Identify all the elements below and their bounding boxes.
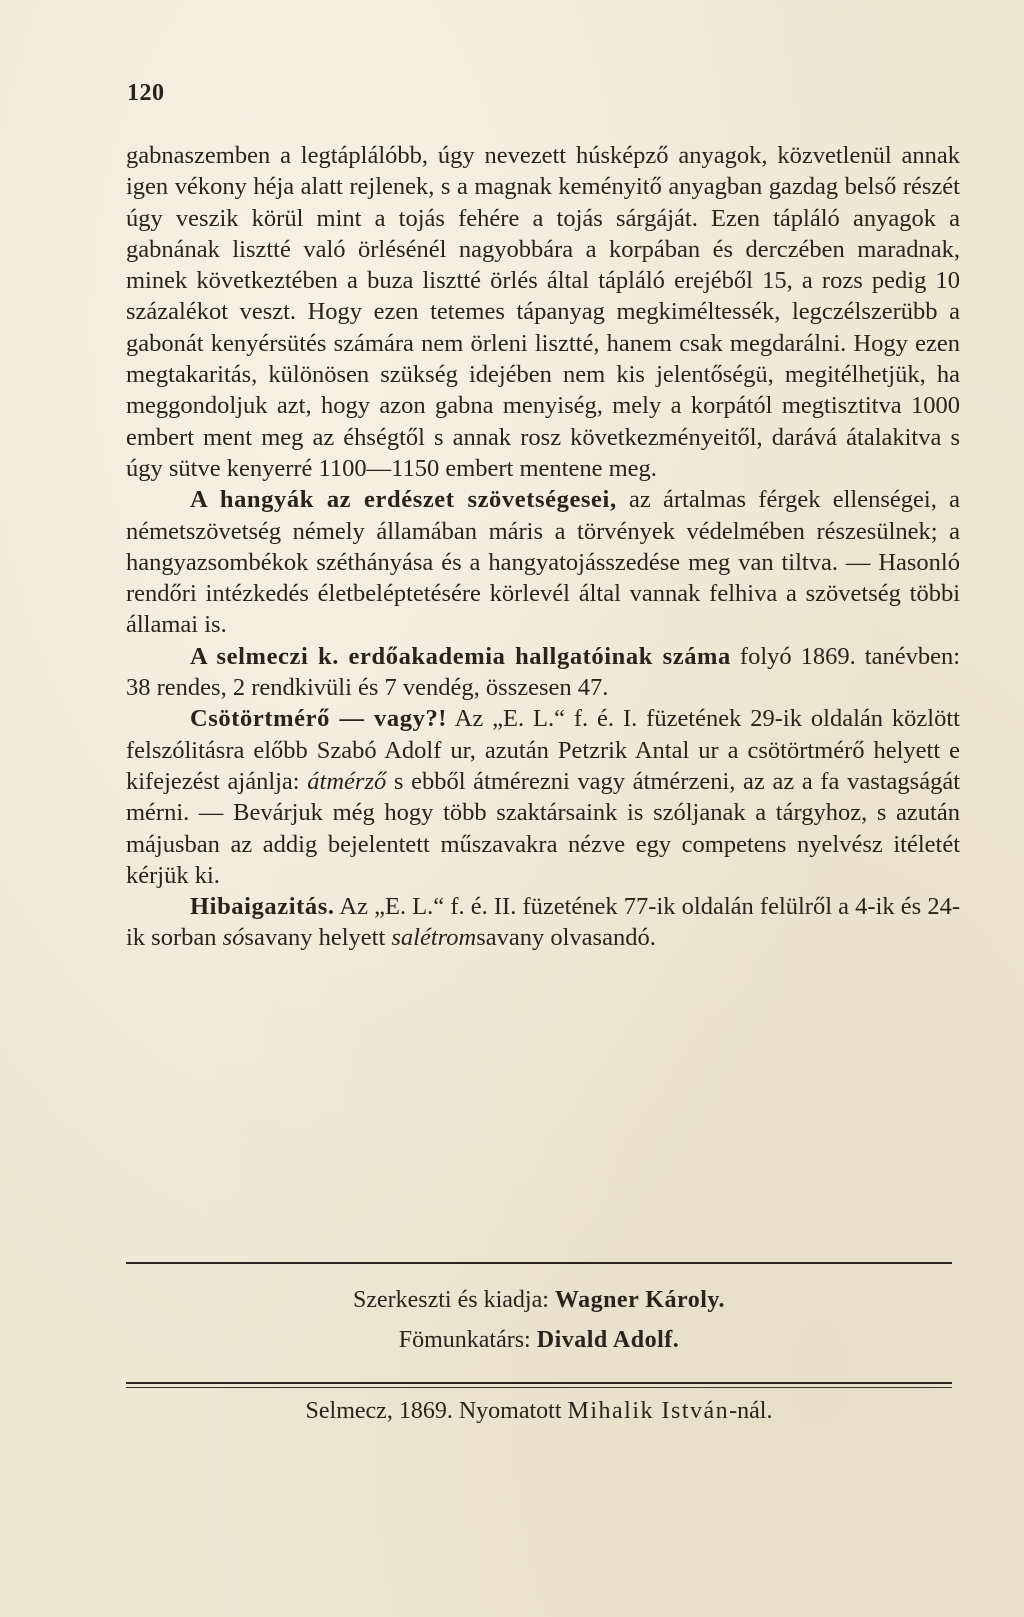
- paragraph-lead: Hibaigazitás.: [190, 893, 335, 921]
- printer-footer: [126, 1398, 952, 1425]
- paragraph-text: az ártalmas férgek ellenségei, a németszövetség némely államában máris a törvények védelmében részesülnek; a hangyazsombékok széthányása és a hangyatojásszedése meg van tiltva. — Hasonló rendőri intézkedés életbeléptetésére körlevél által vannak felhiva a szövetség többi államai is.: [126, 486, 961, 639]
- divider-rule: [126, 1382, 952, 1384]
- editor-label: Szerkeszti és kiadja:: [352, 1287, 549, 1313]
- paragraph-lead: Csötörtmérő — vagy?!: [190, 705, 448, 733]
- paragraph-text: Az „E. L.“ f. é. II. füzetének 77-ik oldalán felülről a 4-ik és 24-ik sorban: [126, 893, 960, 952]
- italic-term: só: [222, 924, 245, 952]
- footer-printed-label: Nyomatott: [458, 1398, 562, 1424]
- coworker-label: Fömunkatárs:: [398, 1327, 531, 1353]
- paragraph-measure: [126, 703, 960, 891]
- paragraph-academy: [126, 641, 960, 704]
- paragraph-text: savany helyett: [244, 924, 392, 952]
- paragraph-text: Az „E. L.“ f. é. I. füzetének 29-ik oldalán közlött felszólitásra előbb Szabó Adolf ur, azután Petzrik Antal ur a csötörtmérő helyett e kifejezést ajánlja:: [126, 705, 960, 795]
- imprint-coworker: [126, 1327, 952, 1354]
- paragraph-text: savany olvasandó.: [476, 924, 656, 952]
- coworker-name: Divald Adolf.: [536, 1327, 680, 1353]
- paragraph-lead: A hangyák az erdészet szövetségesei,: [190, 486, 617, 514]
- paragraph-text: s ebből átmérezni vagy átmérzeni, az az a fa vastagságát mérni. — Bevárjuk még hogy több szaktársaink is szóljanak a tárgyhoz, s azután májusban az addig bejelentett műszavakra nézve egy competens nyelvész itéletét kérjük ki.: [126, 767, 960, 889]
- paragraph-lead: A selmeczi k. erdőakademia hallgatóinak száma: [190, 642, 731, 670]
- page-number: 120: [127, 80, 165, 106]
- footer-place-year: Selmecz, 1869.: [305, 1398, 453, 1424]
- paragraph-errata: [126, 891, 960, 954]
- editor-name: Wagner Károly.: [554, 1287, 726, 1313]
- paragraph-text: folyó 1869. tanévben: 38 rendes, 2 rendkivüli és 7 vendég, összesen 47.: [126, 642, 960, 702]
- imprint-editor: [126, 1287, 952, 1314]
- footer-printer-suffix: -nál.: [729, 1398, 773, 1424]
- italic-term: salétrom: [391, 924, 477, 952]
- footer-printer-name: Mihalik István: [567, 1398, 730, 1424]
- article-body: [126, 140, 960, 954]
- paragraph-text: gabnaszemben a legtáplálóbb, úgy nevezett húsképző anyagok, közvetlenül annak igen vékony héja alatt rejlenek, s a magnak keményitő anyagban gazdag belső részét úgy veszik körül mint a tojás fehére a tojás sárgáját. Ezen tápláló anyagok a gabnának lisztté való örlésénél nagyobbára a korpában és derczében maradnak, minek következtében a buza lisztté örlés által tápláló erejéből 15, a rozs pedig 10 százalékot veszt. Hogy ezen tetemes tápanyag megkiméltessék, legczélszerübb a gabonát kenyérsütés számára nem örleni lisztté, hanem csak megdarálni. Hogy ezen megtakaritás, különösen szükség idejében nem kis jelentőségü, megitélhetjük, ha meggondoljuk azt, hogy azon gabna menyiség, mely a korpától megtisztitva 1000 embert ment meg az éhségtől s annak rosz következményeitől, darává átalakitva s úgy sütve kenyerré 1100—1150 embert mentene meg.: [126, 142, 960, 482]
- divider-rule: [126, 1387, 952, 1388]
- italic-term: átmérző: [307, 767, 387, 795]
- paragraph-grain: [126, 140, 960, 484]
- paragraph-ants: [126, 484, 960, 640]
- divider-rule: [126, 1262, 952, 1264]
